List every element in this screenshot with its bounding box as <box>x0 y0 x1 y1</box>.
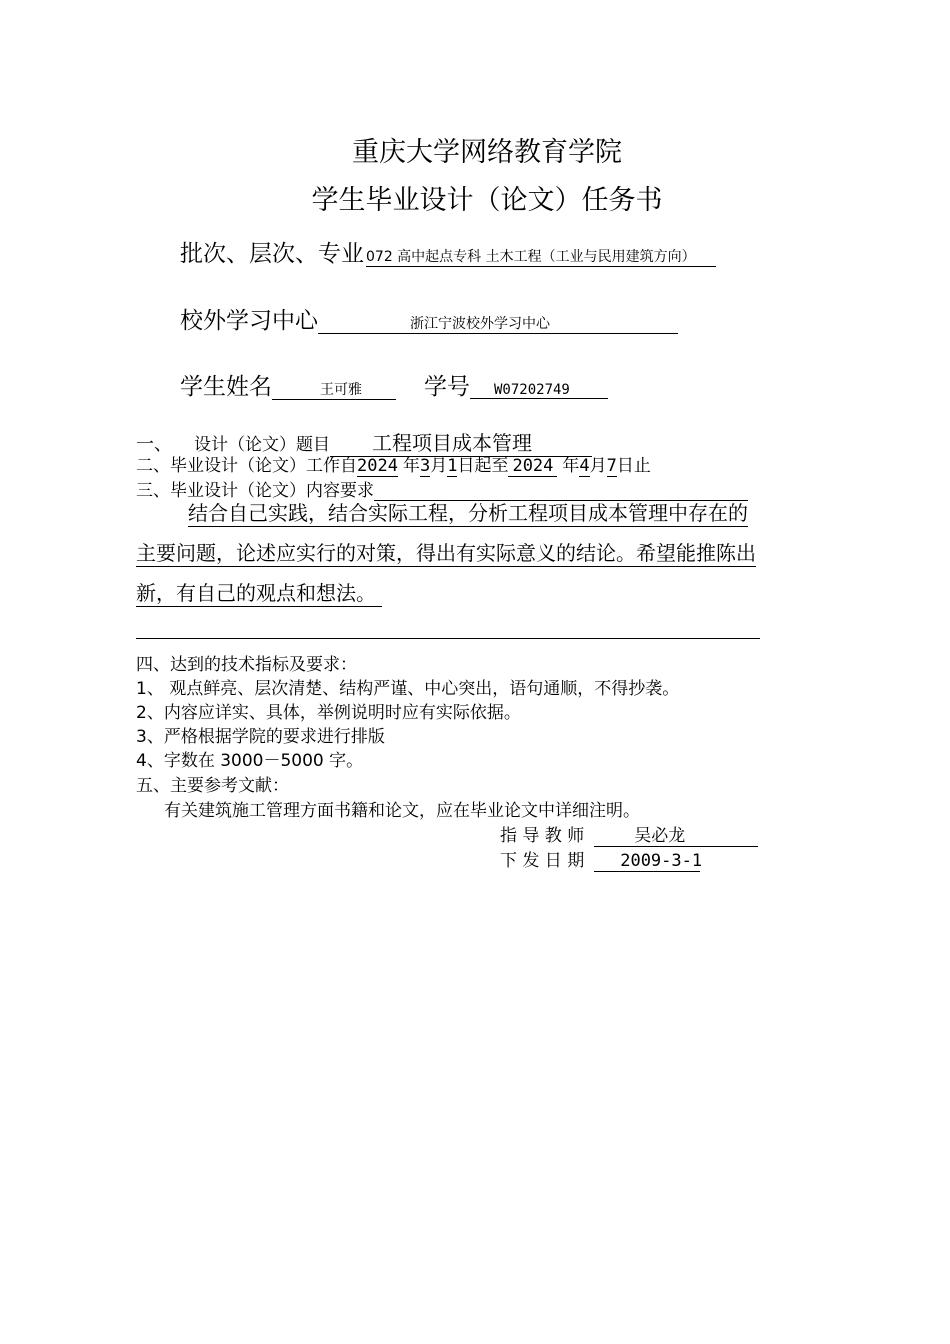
center-value: 浙江宁波校外学习中心 <box>318 313 678 334</box>
name-label: 学生姓名 <box>180 374 272 400</box>
teacher-label: 指 导 教 师 <box>500 826 585 846</box>
section2-start-month: 3 <box>419 456 431 476</box>
id-value: W07202749 <box>470 382 608 399</box>
section4-item-4: 4、字数在 3000－5000 字。 <box>136 751 364 771</box>
batch-row <box>180 235 716 268</box>
teacher-value: 吴必龙 <box>594 821 758 847</box>
teacher-row <box>500 821 758 847</box>
section1-label: 设计（论文）题目 <box>194 435 330 455</box>
section2-month-word: 月 <box>430 456 448 476</box>
section2-row <box>136 451 651 477</box>
section2-start-year: 2024 <box>357 456 398 476</box>
section2-prefix: 二、毕业设计（论文）工作自 <box>136 456 357 476</box>
section2-end-month-word: 月 <box>589 456 607 476</box>
section2-year-word: 年 <box>402 456 420 476</box>
section3-blank-line <box>136 638 760 639</box>
section3-line2: 主要问题，论述应实行的对策，得出有实际意义的结论。希望能推陈出 <box>136 537 756 567</box>
batch-label: 批次、层次、专业 <box>180 241 364 267</box>
section3-paragraph <box>136 497 838 617</box>
name-value: 王可雅 <box>272 379 396 400</box>
center-row <box>180 302 678 335</box>
student-row <box>180 368 608 401</box>
section2-start-day: 1 <box>447 456 458 476</box>
document-subtitle: 学生毕业设计（论文）任务书 <box>311 185 663 216</box>
batch-value: 072 高中起点专科 土木工程（工业与民用建筑方向） <box>366 246 716 267</box>
id-label: 学号 <box>424 374 470 400</box>
section2-end-year-word: 年 <box>562 456 580 476</box>
section4-item-1: 1、 观点鲜亮、层次清楚、结构严谨、中心突出，语句通顺，不得抄袭。 <box>136 679 680 699</box>
date-value: 2009-3-1 <box>594 851 700 872</box>
section2-end-month: 4 <box>579 456 590 476</box>
date-label: 下 发 日 期 <box>500 851 585 871</box>
section2-end-text: 日止 <box>616 456 651 476</box>
section2-end-year: 2024 <box>508 456 557 477</box>
date-row <box>500 846 703 872</box>
section4-label: 四、达到的技术指标及要求： <box>136 655 357 675</box>
section3-line1: 结合自己实践，结合实际工程，分析工程项目成本管理中存在的 <box>188 497 748 527</box>
section1-number: 一、 <box>136 434 172 455</box>
document-title: 重庆大学网络教育学院 <box>352 137 622 168</box>
section5-text: 有关建筑施工管理方面书籍和论文，应在毕业论文中详细注明。 <box>164 801 640 821</box>
section3-label: 三、毕业设计（论文）内容要求 <box>136 481 374 501</box>
section1-value: 工程项目成本管理 <box>330 427 592 457</box>
section2-end-day: 7 <box>606 456 617 476</box>
section5-label: 五、主要参考文献： <box>136 776 289 796</box>
section4-item-3: 3、严格根据学院的要求进行排版 <box>136 727 385 747</box>
section4-item-2: 2、内容应详实、具体，举例说明时应有实际依据。 <box>136 703 521 723</box>
center-label: 校外学习中心 <box>180 308 318 334</box>
section3-line3: 新，有自己的观点和想法。 <box>136 577 382 607</box>
section2-mid-text: 日起至 <box>457 456 509 476</box>
